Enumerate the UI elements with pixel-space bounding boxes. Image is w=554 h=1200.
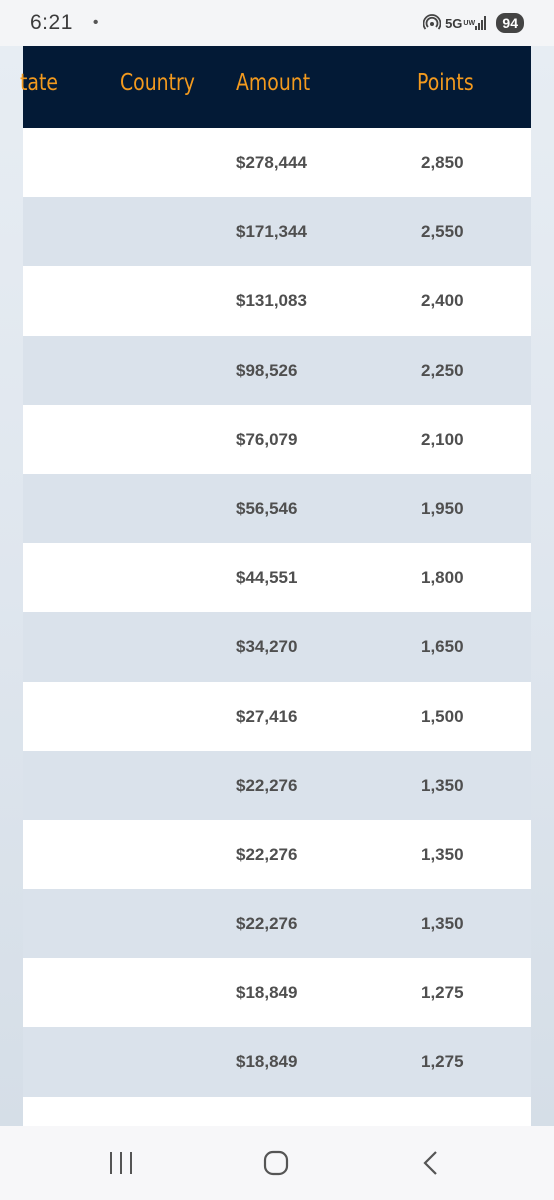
leaderboard-table (20, 46, 531, 1166)
cell-points: 1,350 (421, 844, 464, 864)
table-row (23, 266, 531, 335)
cell-amount: $56,546 (236, 498, 298, 518)
table-row (23, 820, 531, 889)
table-row (23, 958, 531, 1027)
cell-amount: $22,276 (236, 914, 298, 934)
cell-points: 2,100 (421, 429, 464, 449)
table-header (20, 46, 531, 128)
table-row (23, 128, 531, 197)
cell-amount: $44,551 (236, 568, 298, 588)
table-row (23, 197, 531, 266)
signal-icon (475, 16, 486, 30)
cell-points: 1,275 (421, 1052, 464, 1072)
status-time: 6:21 (30, 11, 73, 34)
navigation-bar (0, 1126, 554, 1200)
hotspot-icon (423, 14, 441, 32)
cell-points: 2,250 (421, 360, 464, 380)
cell-amount: $131,083 (236, 291, 307, 311)
table-row (23, 682, 531, 751)
cell-points: 1,350 (421, 914, 464, 934)
table-row (23, 751, 531, 820)
cell-amount: $98,526 (236, 360, 298, 380)
cell-points: 1,275 (421, 983, 464, 1003)
cell-points: 1,800 (421, 568, 464, 588)
cell-points: 1,500 (421, 706, 464, 726)
header-points[interactable]: Points (417, 70, 474, 96)
cell-points: 2,550 (421, 222, 464, 242)
cell-amount: $278,444 (236, 153, 307, 172)
header-country[interactable]: Country (120, 70, 195, 96)
table-row (23, 543, 531, 612)
header-state[interactable]: tate (20, 70, 58, 96)
cell-points: 2,850 (421, 153, 464, 172)
cell-amount: $22,276 (236, 775, 298, 795)
cell-amount: $18,849 (236, 983, 298, 1003)
table-row (23, 474, 531, 543)
header-amount[interactable]: Amount (236, 70, 311, 96)
table-row (23, 1027, 531, 1096)
back-icon[interactable] (416, 1148, 446, 1178)
table-row (23, 405, 531, 474)
cell-amount: $22,276 (236, 844, 298, 864)
network-indicator (445, 15, 476, 31)
cell-amount: $76,079 (236, 429, 298, 449)
cell-amount: $34,270 (236, 637, 298, 657)
cell-points: 1,950 (421, 498, 464, 518)
recent-apps-icon[interactable] (106, 1148, 136, 1178)
cell-points: 2,400 (421, 291, 464, 311)
cell-amount: $18,849 (236, 1052, 298, 1072)
cell-points: 1,350 (421, 775, 464, 795)
home-icon[interactable] (261, 1148, 291, 1178)
notification-dot: • (92, 14, 99, 31)
network-subtype: UW (463, 19, 476, 27)
table-row (23, 336, 531, 405)
cell-amount: $27,416 (236, 706, 298, 726)
table-body (23, 128, 531, 1166)
battery-badge: 94 (496, 13, 524, 33)
cell-amount: $171,344 (236, 222, 307, 242)
table-row (23, 612, 531, 681)
status-bar (0, 0, 554, 46)
table-row (23, 889, 531, 958)
cell-points: 1,650 (421, 637, 464, 657)
status-icons (423, 13, 524, 33)
network-type: 5G (445, 15, 463, 31)
